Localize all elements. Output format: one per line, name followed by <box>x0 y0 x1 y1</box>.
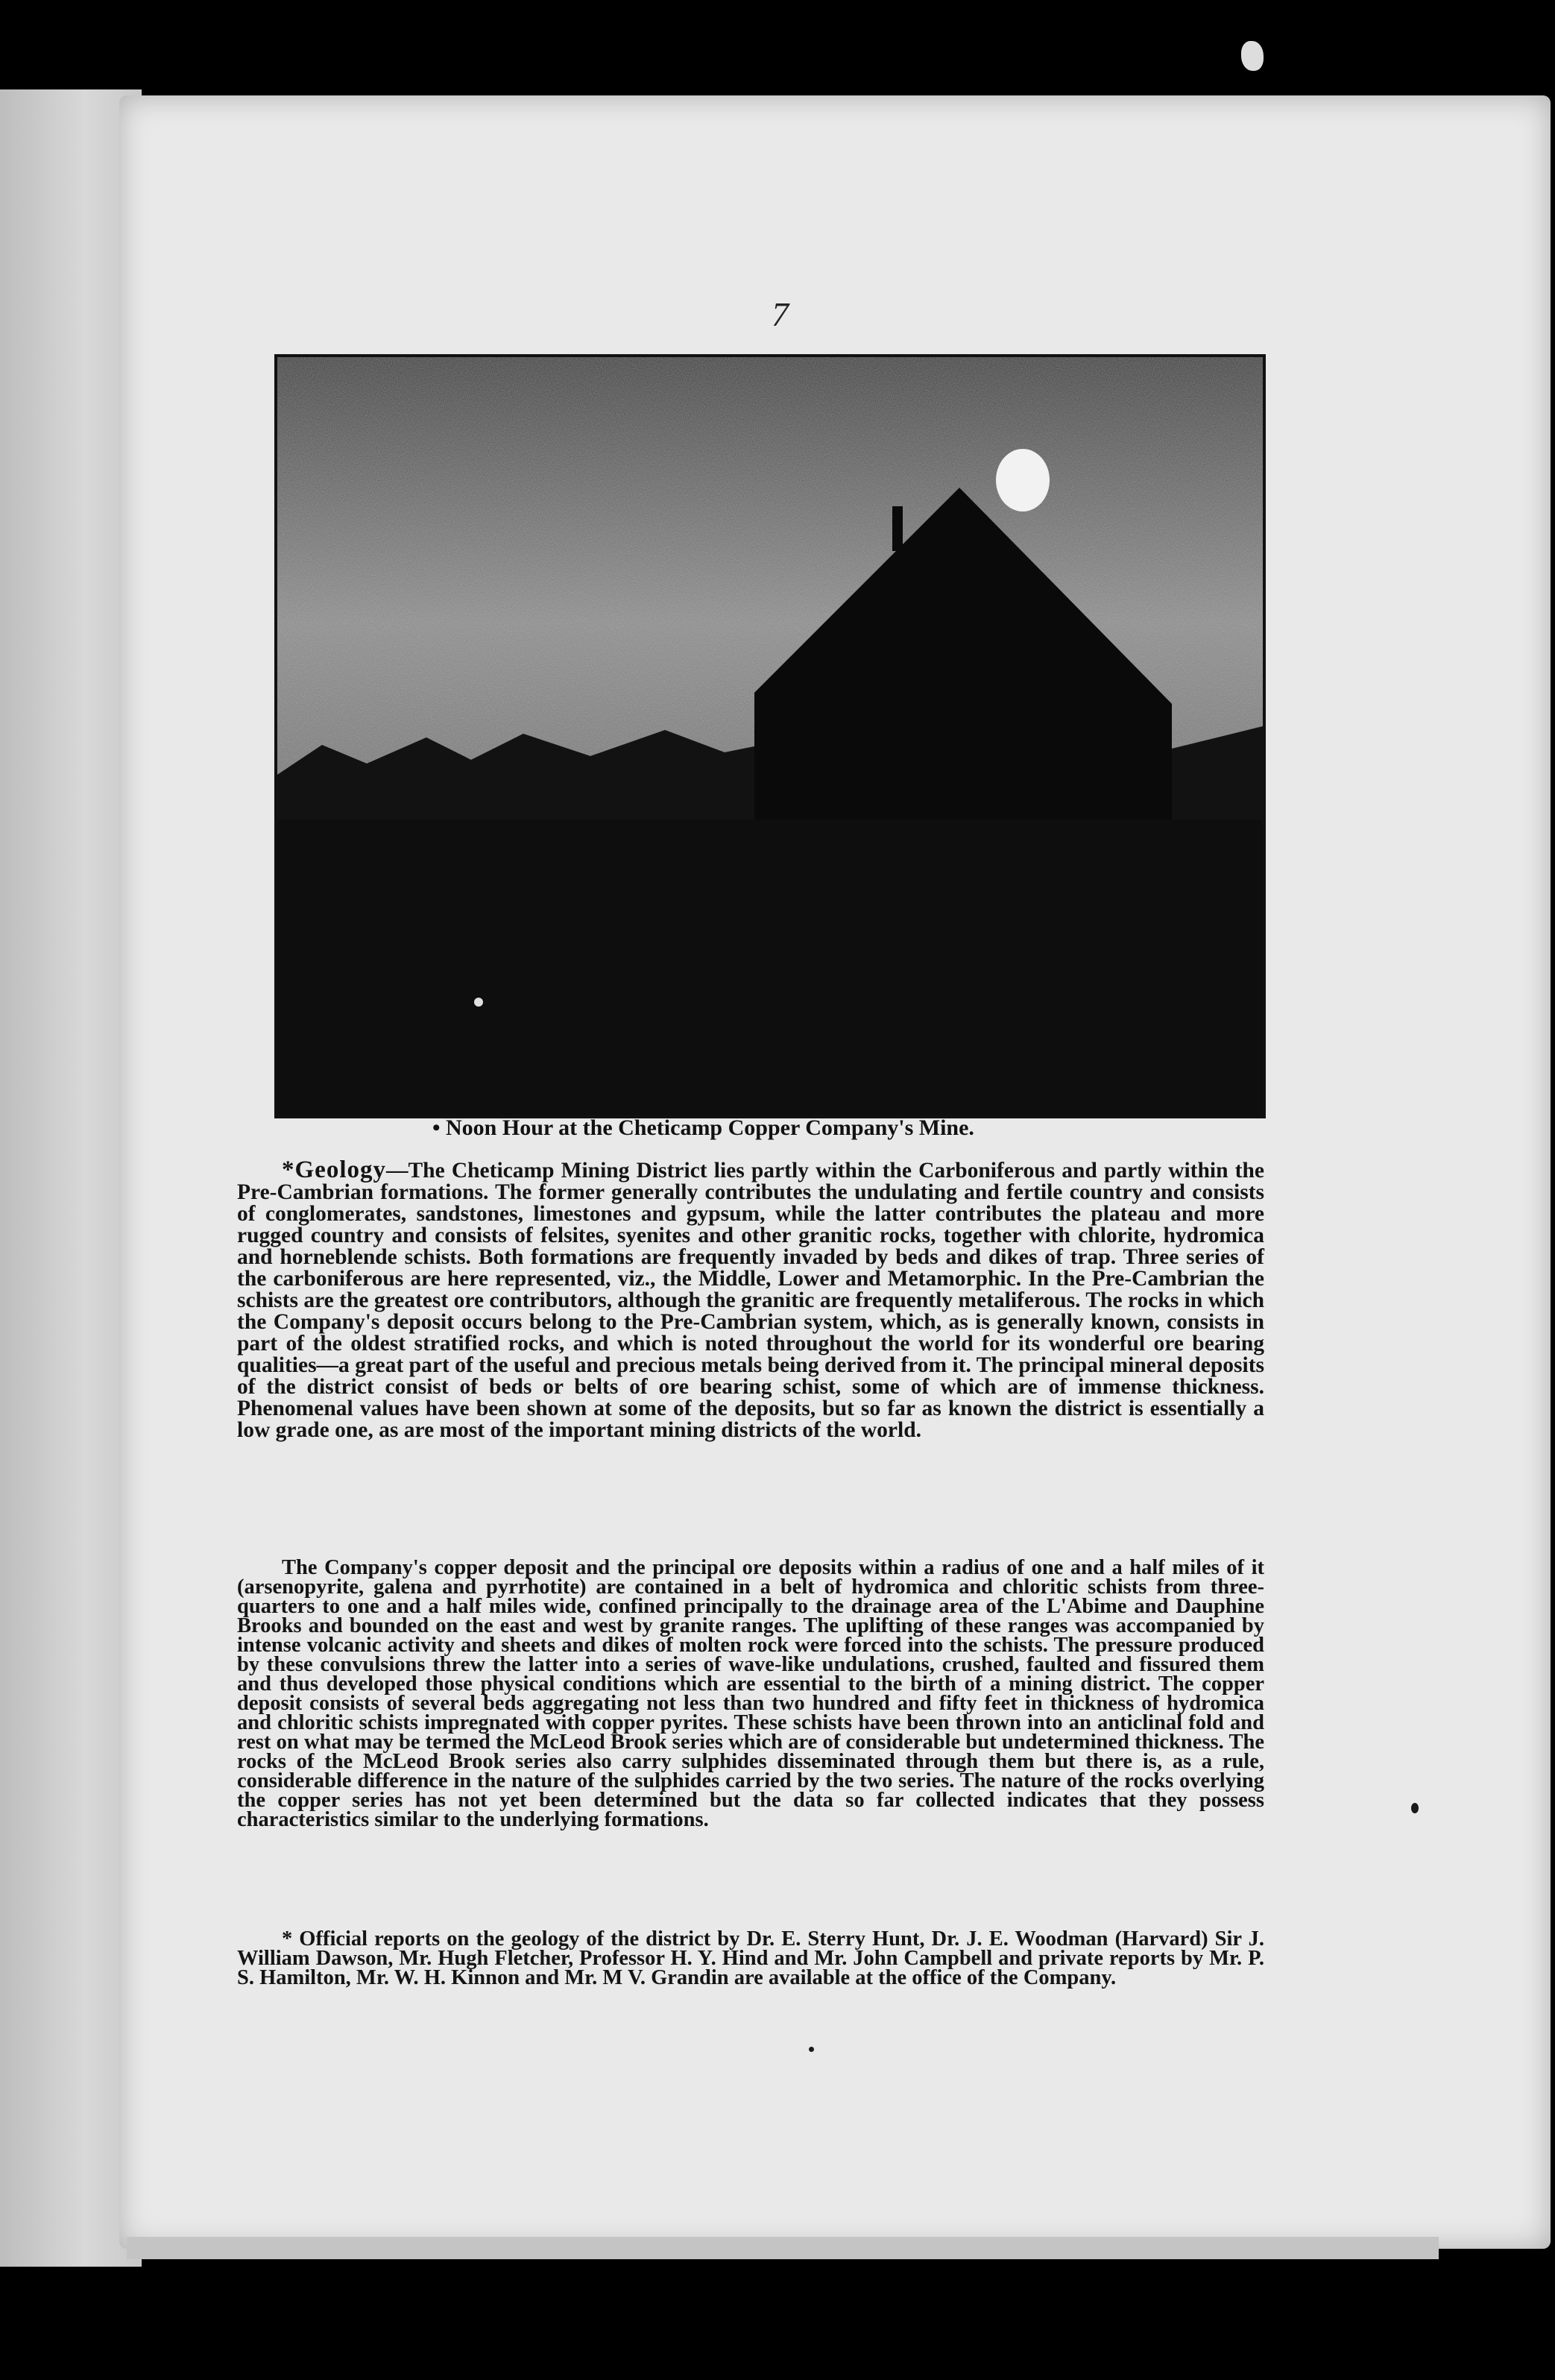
corner-smudge <box>1241 41 1264 71</box>
ink-speck <box>809 2047 814 2052</box>
copper-deposit-paragraph <box>237 1558 1264 1830</box>
footnote-paragraph <box>237 1927 1264 1989</box>
geology-heading: *Geology <box>282 1156 386 1183</box>
footnote-body: * Official reports on the geology of the district by Dr. E. Sterry Hunt, Dr. J. E. Woodman (Harvard) Sir J. William Dawson, Mr. Hugh Fletcher, Professor H. Y. Hind and Mr. John Campbell and private reports by Mr. P. S. Hamilton, Mr. W. H. Kinnon and Mr. M V. Grandin are available at the office of the Company. <box>237 1927 1264 1989</box>
photo-caption <box>432 1115 1103 1141</box>
geology-body: —The Cheticamp Mining District lies partly within the Carboniferous and partly within the Pre-Cambrian formations. The former generally contributes the undulating and fertile country and consists of conglomerates, sandstones, limestones and gypsum, while the latter contributes the plateau and more rugged country and consists of felsites, syenites and other granitic rocks, together with chlorite, hydromica and horneblende schists. Both formations are frequently invaded by beds and dikes of trap. Three series of the carboniferous are here represented, viz., the Middle, Lower and Metamorphic. In the Pre-Cambrian the schists are the greatest ore contributors, although the granitic are frequently metaliferous. The rocks in which the Company's deposit occurs belong to the Pre-Cambrian system, which, as is generally known, consists in part of the oldest stratified rocks, and which is noted throughout the world for its wonderful ore bearing qualities—a great part of the useful and precious metals being derived from it. The principal mineral deposits of the district consist of beds or belts of ore bearing schist, some of which are of immense thickness. Phenomenal values have been shown at some of the deposits, but so far as known the district is essentially a low grade one, as are most of the important mining districts of the world. <box>237 1159 1264 1442</box>
caption-text: Noon Hour at the Cheticamp Copper Company's Mine. <box>446 1115 974 1140</box>
page-number: 7 <box>772 295 789 333</box>
caption-bullet: • <box>432 1115 447 1140</box>
page-bottom-edge <box>127 2237 1439 2259</box>
geology-paragraph <box>237 1156 1264 1442</box>
copper-deposit-body: The Company's copper deposit and the principal ore deposits within a radius of one and a half miles of it (arsenopyrite, galena and pyrrhotite) are contained in a belt of hydromica and chloritic schists from three-quarters to one and a half miles wide, confined principally to the drainage area of the L'Abime and Dauphine Brooks and bounded on the east and west by granite ranges. The uplifting of these ranges was accompanied by intense volcanic activity and sheets and dikes of molten rock were forced into the schists. The pressure produced by these convulsions threw the latter into a series of wave-like undulations, crushed, faulted and fissured them and thus developed those physical conditions which are essential to the birth of a mining district. The copper deposit consists of several beds aggregating not less than two hundred and fifty feet in thickness of hydromica and chloritic schists impregnated with copper pyrites. These schists have been thrown into an anticlinal fold and rest on what may be termed the McLeod Brook series which are of considerable but undetermined thickness. The rocks of the McLeod Brook series also carry sulphides disseminated through them but there is, as a rule, considerable difference in the nature of the sulphides carried by the two series. The nature of the rocks overlying the copper series has not yet been determined but the data so far collected indicates that they possess characteristics similar to the underlying formations. <box>237 1556 1264 1831</box>
ink-speck <box>1411 1803 1419 1813</box>
mine-photograph <box>274 354 1266 1118</box>
